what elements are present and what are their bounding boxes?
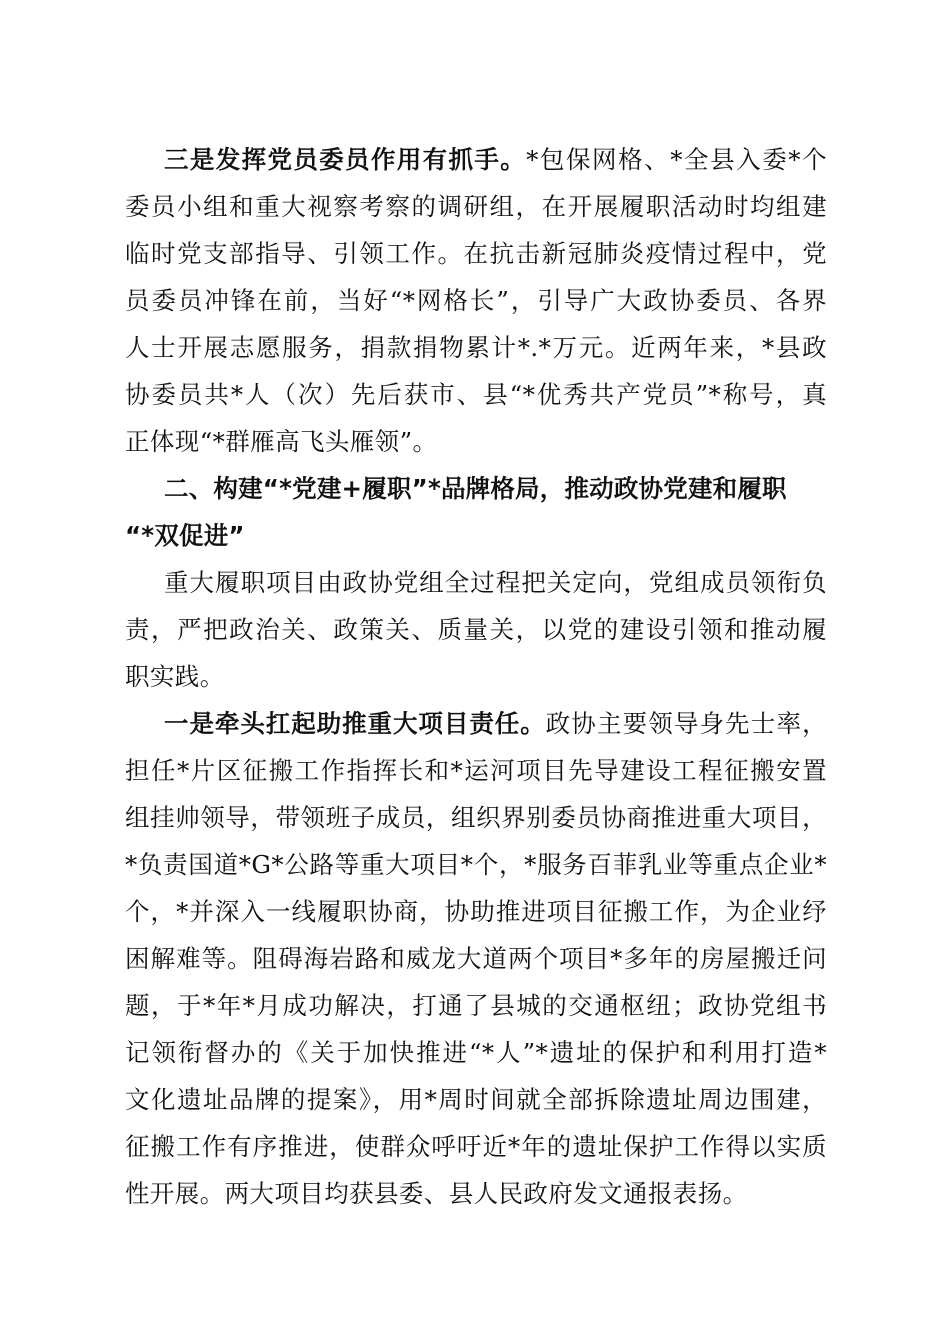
text-line: 正体现“*群雁高飞头雁领”。 [125,427,438,456]
document-body [125,136,827,1217]
text-line: 文化遗址品牌的提案》，用*周时间就全部拆除遗址周边围建， [125,1085,827,1114]
heading-line: 二、构建“*党建+履职”*品牌格局，推动政协党建和履职 [164,474,787,503]
section-heading [125,465,827,559]
paragraph-lead: 三是发挥党员委员作用有抓手。 [164,145,527,174]
text-line: 员委员冲锋在前，当好“*网格长”，引导广大政协委员、各界 [125,286,827,315]
text-line: 担任*片区征搬工作指挥长和*运河项目先导建设工程征搬安置 [125,756,827,785]
text-line: 协委员共*人（次）先后获市、县“*优秀共产党员”*称号，真 [125,380,827,409]
text-line [125,700,827,747]
text-run: *包保网格、*全县入委*个 [526,145,827,174]
text-line: 职实践。 [125,662,225,691]
text-line: 临时党支部指导、引领工作。在抗击新冠肺炎疫情过程中，党 [125,239,827,268]
text-run: 政协主要领导身先士率， [545,709,827,738]
text-line: *负责国道*G*公路等重大项目*个，*服务百菲乳业等重点企业* [125,850,827,879]
paragraph-major-projects-responsibility [125,700,827,1217]
text-line: 个，*并深入一线履职协商，协助推进项目征搬工作，为企业纾 [125,897,827,926]
heading-line: “*双促进” [125,521,245,550]
text-line: 责，严把政治关、政策关、质量关，以党的建设引领和推动履 [125,615,827,644]
text-line: 人士开展志愿服务，捐款捐物累计*.*万元。近两年来，*县政 [125,333,827,362]
paragraph-major-projects-intro [125,559,827,700]
text-line: 题，于*年*月成功解决，打通了县城的交通枢纽；政协党组书 [125,991,827,1020]
text-line: 组挂帅领导，带领班子成员，组织界别委员协商推进重大项目， [125,803,827,832]
text-line: 性开展。两大项目均获县委、县人民政府发文通报表扬。 [125,1179,748,1208]
text-line: 记领衔督办的《关于加快推进“*人”*遗址的保护和利用打造* [125,1038,827,1067]
text-line [125,136,827,183]
text-line: 重大履职项目由政协党组全过程把关定向，党组成员领衔负 [164,568,827,597]
paragraph-party-members-role [125,136,827,465]
text-line: 困解难等。阻碍海岩路和威龙大道两个项目*多年的房屋搬迁问 [125,944,827,973]
text-line: 征搬工作有序推进，使群众呼吁近*年的遗址保护工作得以实质 [125,1132,827,1161]
text-line: 委员小组和重大视察考察的调研组，在开展履职活动时均组建 [125,192,827,221]
paragraph-lead: 一是牵头扛起助推重大项目责任。 [164,709,546,738]
